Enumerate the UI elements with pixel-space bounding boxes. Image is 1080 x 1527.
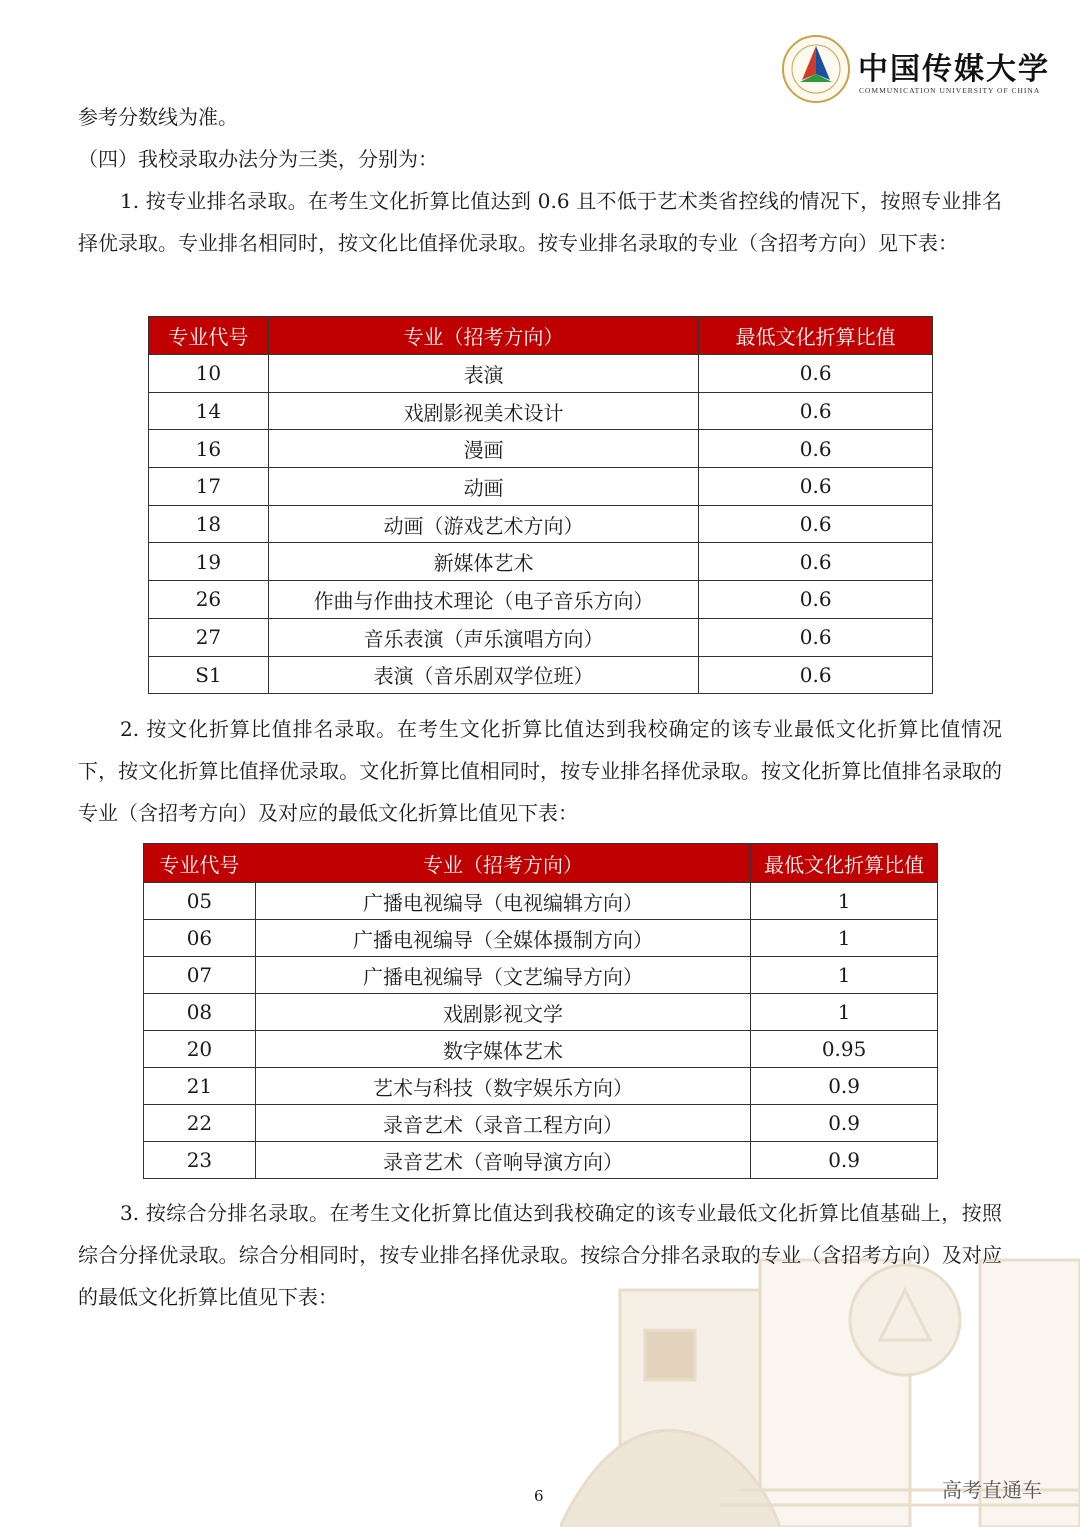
cell-code: 23 (144, 1142, 256, 1179)
table-row (149, 505, 933, 543)
cell-major: 广播电视编导（电视编辑方向） (255, 883, 750, 920)
cell-min-ratio: 0.9 (751, 1105, 938, 1142)
cell-min-ratio: 0.6 (699, 543, 933, 581)
table-row (144, 920, 938, 957)
cell-code: 22 (144, 1105, 256, 1142)
cell-code: 26 (149, 581, 269, 619)
cell-min-ratio: 0.9 (751, 1068, 938, 1105)
page-number: 6 (534, 1487, 544, 1505)
cell-code: 17 (149, 468, 269, 506)
cell-code: 08 (144, 994, 256, 1031)
table-row (149, 618, 933, 656)
table-rank-by-culture-ratio (143, 843, 938, 1179)
header-major: 专业（招考方向） (255, 844, 750, 883)
table-row (144, 1105, 938, 1142)
cell-min-ratio: 0.6 (699, 656, 933, 694)
table-row (144, 957, 938, 994)
table-row (144, 994, 938, 1031)
table-row (144, 1142, 938, 1179)
cell-code: 10 (149, 355, 269, 393)
cell-major: 录音艺术（录音工程方向） (255, 1105, 750, 1142)
cell-min-ratio: 1 (751, 920, 938, 957)
cell-min-ratio: 0.6 (699, 392, 933, 430)
logo-chinese-name: 中国传媒大学 (858, 52, 1050, 87)
table-row (144, 883, 938, 920)
table-rank-by-major (148, 316, 933, 694)
cell-major: 音乐表演（声乐演唱方向） (268, 618, 698, 656)
cell-major: 动画 (268, 468, 698, 506)
cell-major: 戏剧影视文学 (255, 994, 750, 1031)
table-row (149, 355, 933, 393)
cell-code: 21 (144, 1068, 256, 1105)
logo-english-name: COMMUNICATION UNIVERSITY OF CHINA (859, 86, 1041, 95)
cell-code: 14 (149, 392, 269, 430)
table-row (149, 543, 933, 581)
header-min-ratio: 最低文化折算比值 (699, 317, 933, 355)
cell-major: 艺术与科技（数字娱乐方向） (255, 1068, 750, 1105)
cell-code: 20 (144, 1031, 256, 1068)
cell-min-ratio: 0.6 (699, 505, 933, 543)
cell-major: 戏剧影视美术设计 (268, 392, 698, 430)
table-row (144, 1068, 938, 1105)
cell-code: 18 (149, 505, 269, 543)
cell-min-ratio: 0.95 (751, 1031, 938, 1068)
table-row (149, 392, 933, 430)
cell-min-ratio: 0.6 (699, 468, 933, 506)
header-min-ratio: 最低文化折算比值 (751, 844, 938, 883)
cell-code: 19 (149, 543, 269, 581)
cell-major: 广播电视编导（文艺编导方向） (255, 957, 750, 994)
cell-min-ratio: 0.6 (699, 581, 933, 619)
cell-major: 表演（音乐剧双学位班） (268, 656, 698, 694)
header-code: 专业代号 (149, 317, 269, 355)
table-row (149, 468, 933, 506)
paragraph: （四）我校录取办法分为三类，分别为： (78, 147, 438, 171)
cell-major: 动画（游戏艺术方向） (268, 505, 698, 543)
cell-major: 数字媒体艺术 (255, 1031, 750, 1068)
header-code: 专业代号 (144, 844, 256, 883)
cell-min-ratio: 0.6 (699, 430, 933, 468)
cell-min-ratio: 1 (751, 994, 938, 1031)
table-row (149, 581, 933, 619)
cell-min-ratio: 0.6 (699, 355, 933, 393)
cell-major: 表演 (268, 355, 698, 393)
header-major: 专业（招考方向） (268, 317, 698, 355)
paragraph: 1. 按专业排名录取。在考生文化折算比值达到 0.6 且不低于艺术类省控线的情况下，按照专业排名择优录取。专业排名相同时，按文化比值择优录取。按专业排名录取的专业（含招考方向）见下表： (78, 189, 1002, 255)
cell-code: 16 (149, 430, 269, 468)
paragraph: 2. 按文化折算比值排名录取。在考生文化折算比值达到我校确定的该专业最低文化折算比值情况下，按文化折算比值择优录取。文化折算比值相同时，按专业排名择优录取。按文化折算比值排名录取的专业（含招考方向）及对应的最低文化折算比值见下表： (78, 717, 1002, 825)
table-row (149, 656, 933, 694)
cell-major: 广播电视编导（全媒体摄制方向） (255, 920, 750, 957)
paragraph: 3. 按综合分排名录取。在考生文化折算比值达到我校确定的该专业最低文化折算比值基础上，按照综合分择优录取。综合分相同时，按专业排名择优录取。按综合分排名录取的专业（含招考方向）及对应的最低文化折算比值见下表： (78, 1201, 1002, 1309)
cell-min-ratio: 0.6 (699, 618, 933, 656)
table-row (149, 430, 933, 468)
cell-min-ratio: 0.9 (751, 1142, 938, 1179)
cell-major: 作曲与作曲技术理论（电子音乐方向） (268, 581, 698, 619)
paragraph: 参考分数线为准。 (78, 105, 238, 129)
cell-code: 05 (144, 883, 256, 920)
cell-code: 07 (144, 957, 256, 994)
cell-major: 录音艺术（音响导演方向） (255, 1142, 750, 1179)
cell-min-ratio: 1 (751, 957, 938, 994)
cell-min-ratio: 1 (751, 883, 938, 920)
cell-code: 06 (144, 920, 256, 957)
table-row (144, 1031, 938, 1068)
cell-code: S1 (149, 656, 269, 694)
cell-code: 27 (149, 618, 269, 656)
watermark: 高考直通车 (942, 1478, 1042, 1502)
cell-major: 新媒体艺术 (268, 543, 698, 581)
cell-major: 漫画 (268, 430, 698, 468)
